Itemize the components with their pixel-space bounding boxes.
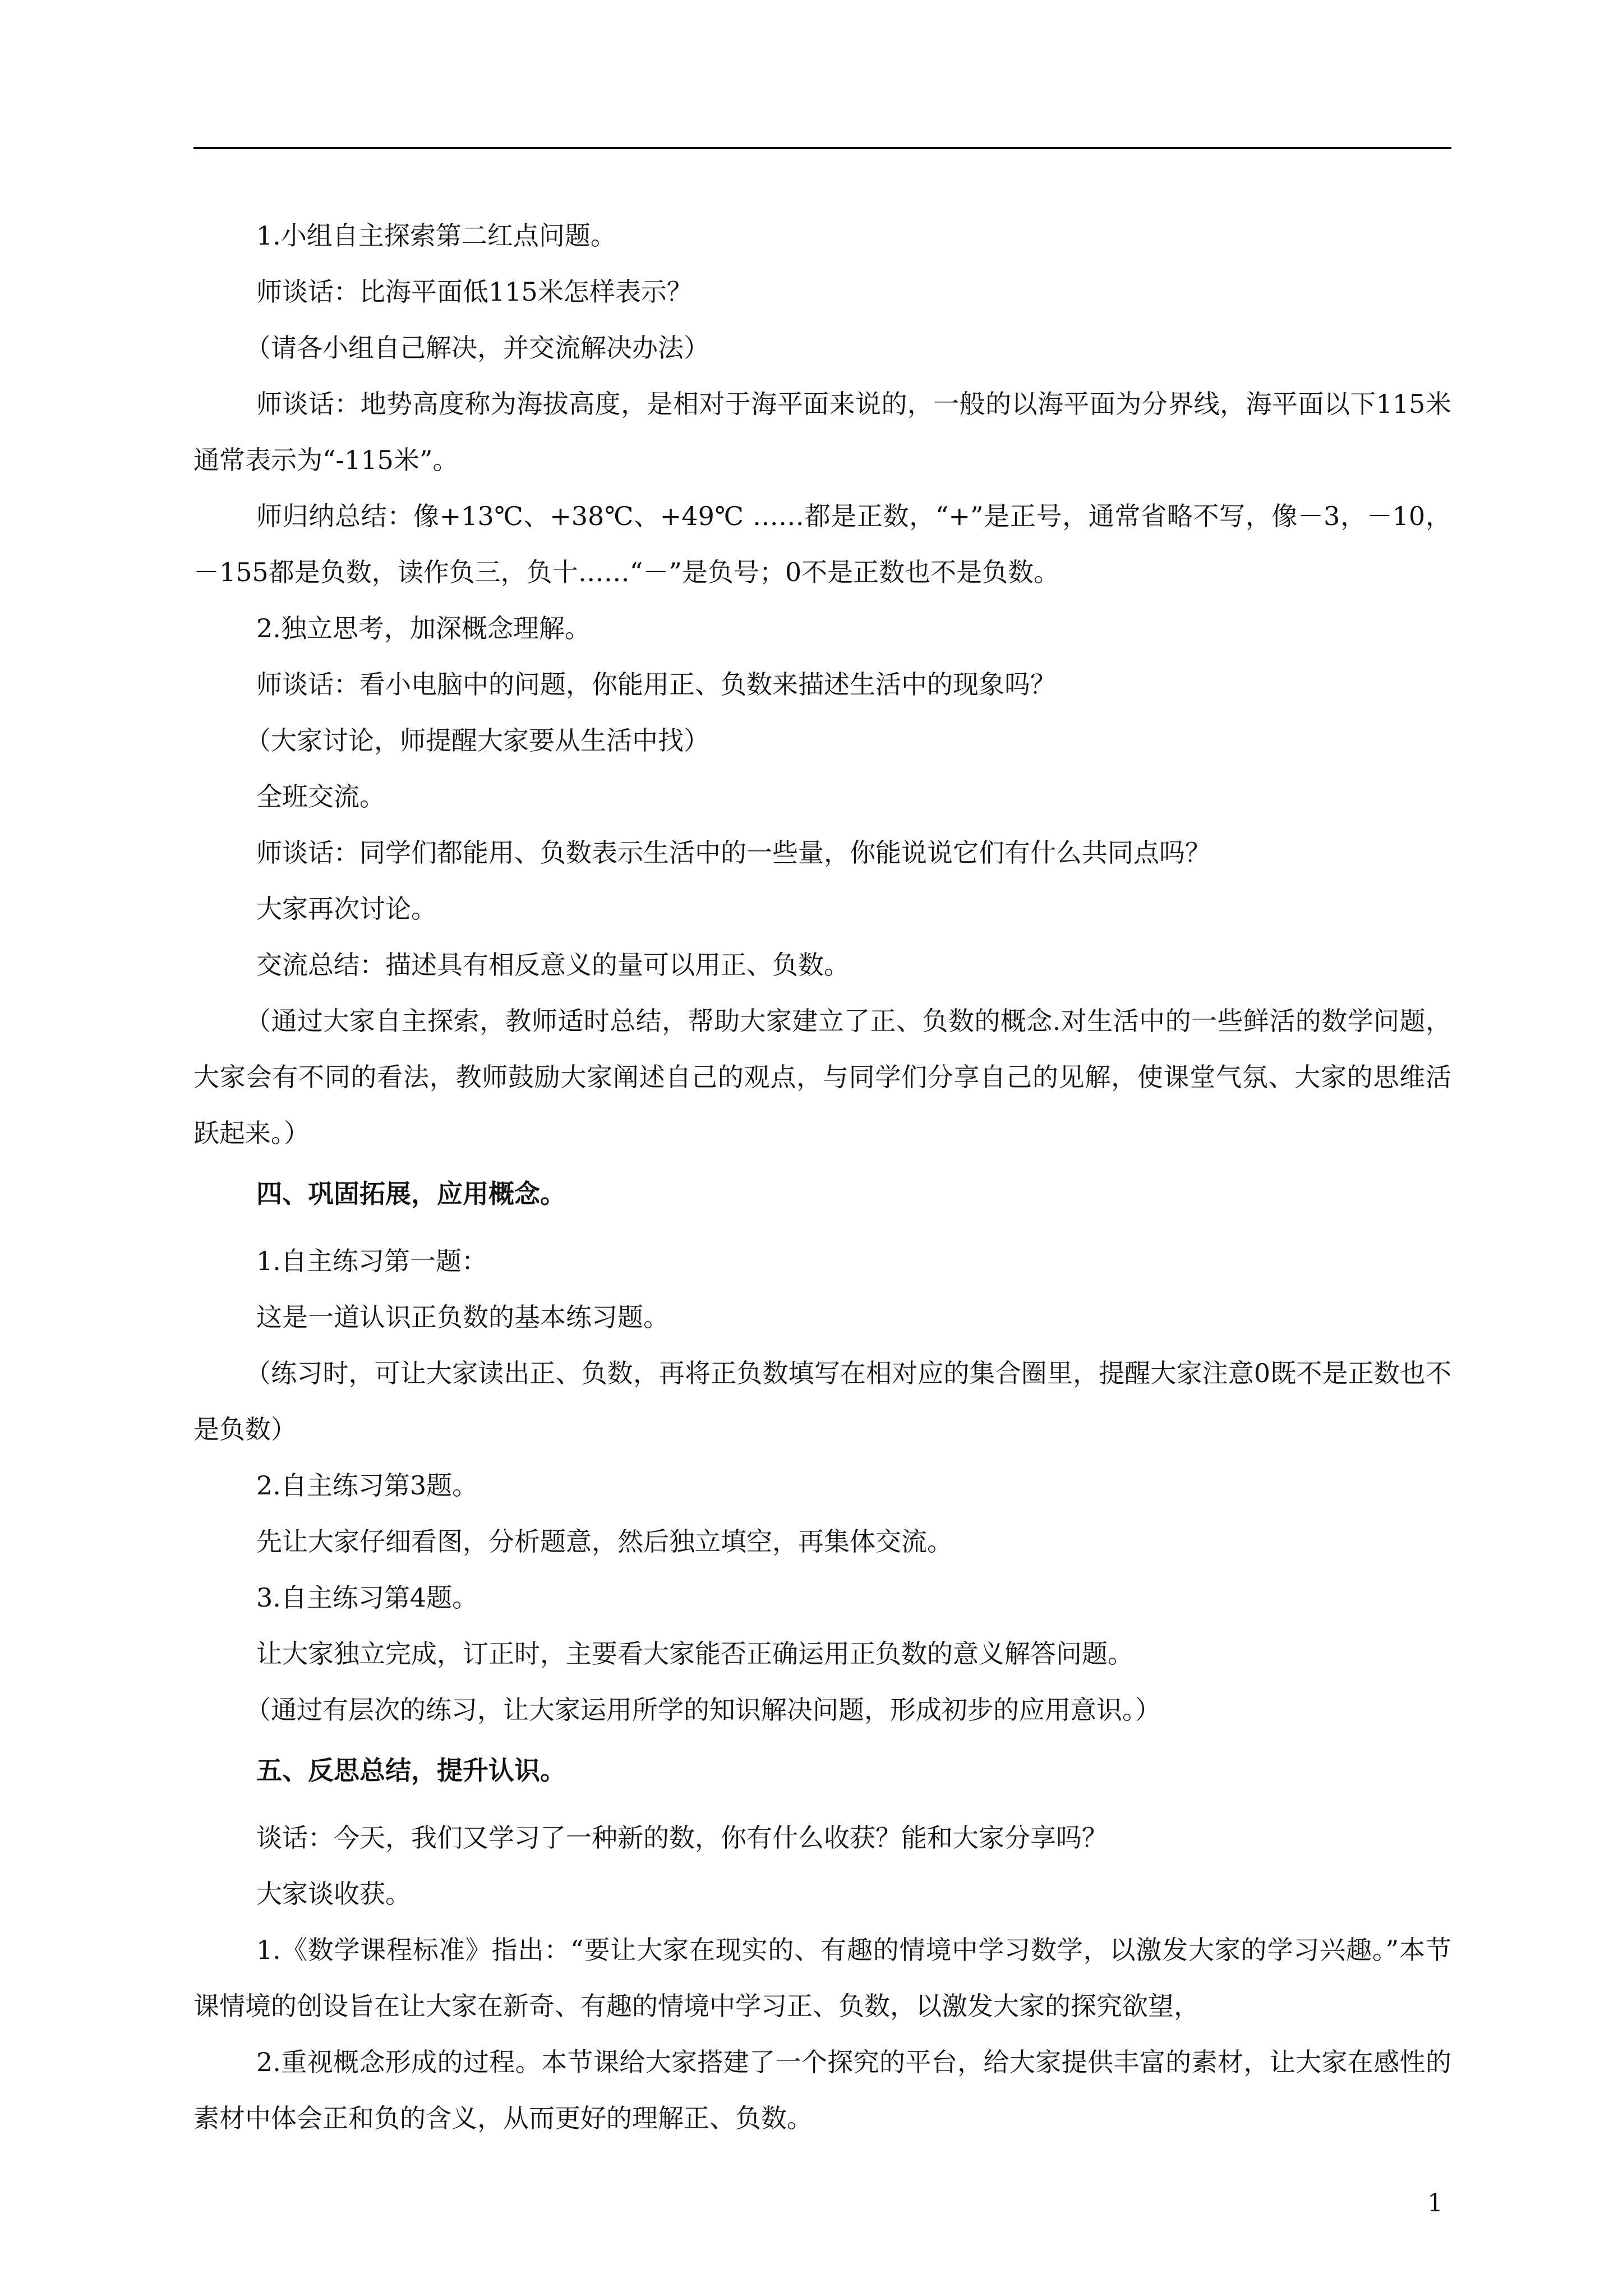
paragraph-concept-formation: 2.重视概念形成的过程。本节课给大家搭建了一个探究的平台，给大家提供丰富的素材，让大家在感性的素材中体会正和负的含义，从而更好的理解正、负数。 xyxy=(193,2047,1451,2133)
paragraph-common-points: 师谈话：同学们都能用、负数表示生活中的一些量，你能说说它们有什么共同点吗？ xyxy=(256,838,1211,868)
document-body xyxy=(193,208,1451,2146)
paragraph-class-exchange: 全班交流。 xyxy=(256,781,385,812)
paragraph-independent-thinking: 2.独立思考，加深概念理解。 xyxy=(256,613,591,643)
section-heading-consolidate: 四、巩固拓展，应用概念。 xyxy=(256,1179,566,1209)
paragraph-curriculum-standard: 1.《数学课程标准》指出：“要让大家在现实的、有趣的情境中学习数学，以激发大家的学习兴趣。”本节课情境的创设旨在让大家在新奇、有趣的情境中学习正、负数，以激发大家的探究欲望， xyxy=(193,1935,1451,2021)
paragraph-note-exercise: （练习时，可让大家读出正、负数，再将正负数填写在相对应的集合圈里，提醒大家注意0既不是正数也不是负数） xyxy=(193,1358,1451,1444)
header-rule xyxy=(193,147,1451,149)
paragraph-teacher-question: 师谈话：比海平面低115米怎样表示？ xyxy=(256,277,693,307)
paragraph-basic-exercise: 这是一道认识正负数的基本练习题。 xyxy=(256,1302,669,1332)
paragraph-talk-today: 谈话：今天，我们又学习了一种新的数，你有什么收获？能和大家分享吗？ xyxy=(256,1823,1108,1853)
section-heading-reflect: 五、反思总结，提升认识。 xyxy=(256,1755,566,1786)
page-number: 1 xyxy=(1427,2189,1443,2217)
paragraph-exercise-3: 2.自主练习第3题。 xyxy=(256,1470,478,1501)
paragraph-note-discussion: （大家讨论，师提醒大家要从生活中找） xyxy=(245,725,709,756)
paragraph-computer-question: 师谈话：看小电脑中的问题，你能用正、负数来描述生活中的现象吗？ xyxy=(256,669,1056,700)
paragraph-exercise-4: 3.自主练习第4题。 xyxy=(256,1582,478,1613)
paragraph-note-concept: （通过大家自主探索，教师适时总结，帮助大家建立了正、负数的概念.对生活中的一些鲜活的数学问题，大家会有不同的看法，教师鼓励大家阐述自己的观点，与同学们分享自己的见解，使课堂气氛、大家的思维活跃起来。） xyxy=(193,1006,1451,1148)
paragraph-note-group-solve: （请各小组自己解决，并交流解决办法） xyxy=(245,333,709,363)
paragraph-summary-signs: 师归纳总结：像+13℃、+38℃、+49℃ ……都是正数，“+”是正号，通常省略不写，像－3，－10，－155都是负数，读作负三，负十……“－”是负号；0不是正数也不是负数。 xyxy=(193,501,1451,587)
paragraph-independent-complete: 让大家独立完成，订正时，主要看大家能否正确运用正负数的意义解答问题。 xyxy=(256,1639,1133,1669)
paragraph-share-gains: 大家谈收获。 xyxy=(256,1879,411,1909)
paragraph-discuss-again: 大家再次讨论。 xyxy=(256,894,437,924)
paragraph-explore-red-dot: 1.小组自主探索第二红点问题。 xyxy=(256,220,616,251)
paragraph-look-at-picture: 先让大家仔细看图，分析题意，然后独立填空，再集体交流。 xyxy=(256,1526,953,1557)
paragraph-exercise-1: 1.自主练习第一题： xyxy=(256,1246,487,1276)
paragraph-exchange-summary: 交流总结：描述具有相反意义的量可以用正、负数。 xyxy=(256,950,850,980)
paragraph-altitude-explanation: 师谈话：地势高度称为海拔高度，是相对于海平面来说的，一般的以海平面为分界线，海平面以下115米通常表示为“-115米”。 xyxy=(193,389,1451,475)
paragraph-note-levels: （通过有层次的练习，让大家运用所学的知识解决问题，形成初步的应用意识。） xyxy=(245,1695,1161,1725)
